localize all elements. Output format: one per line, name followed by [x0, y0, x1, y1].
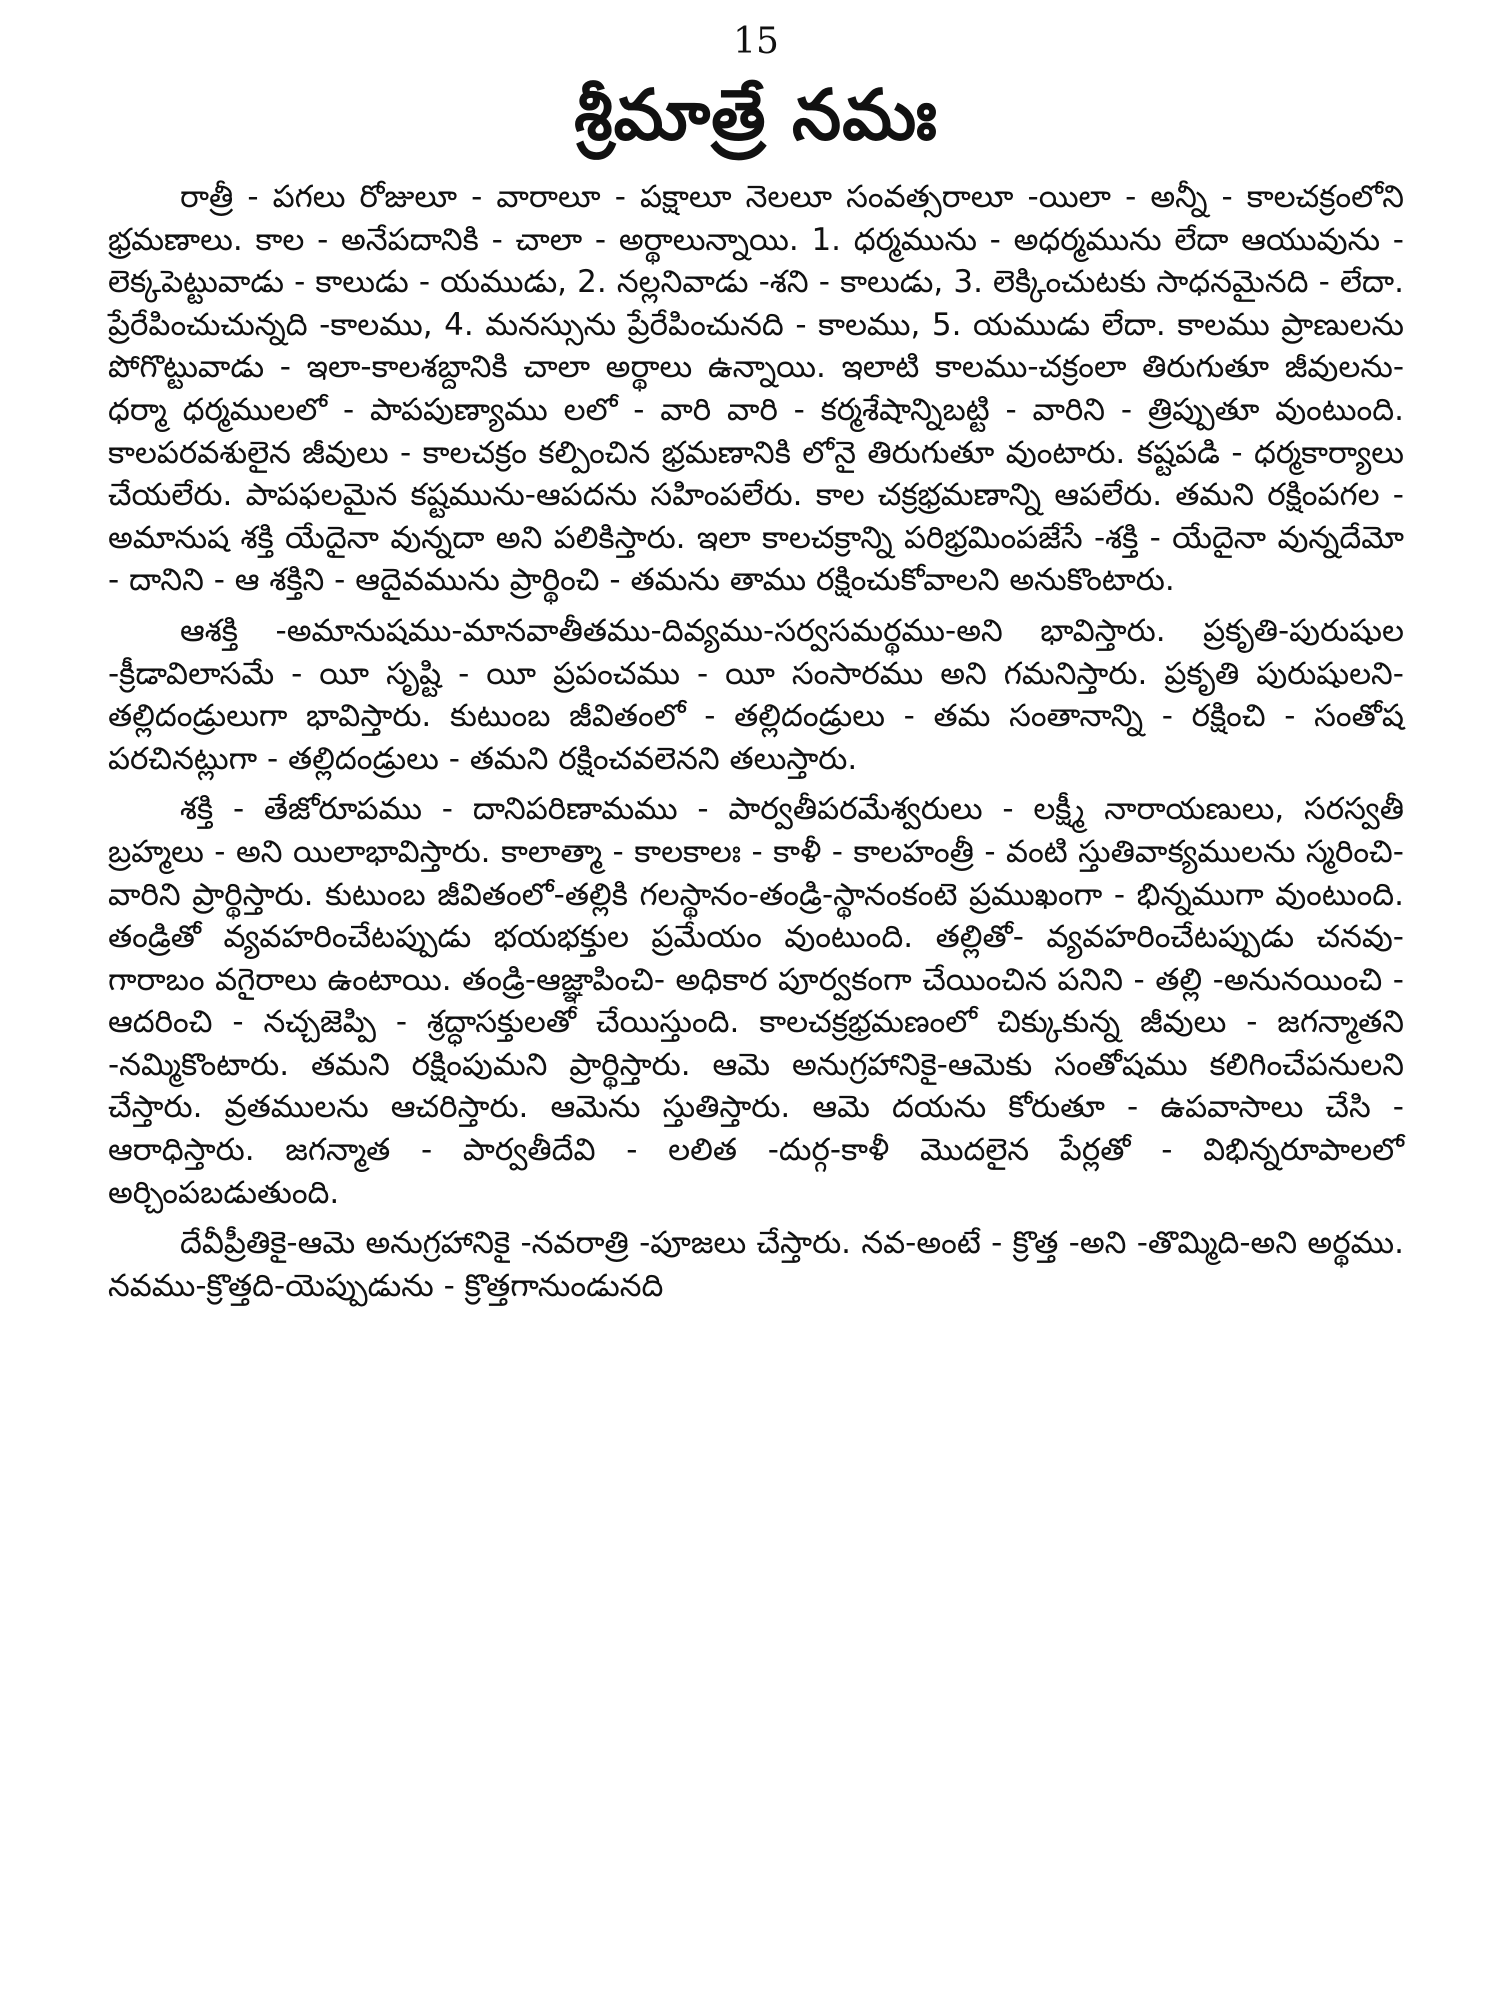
- page-number: 15: [733, 21, 779, 62]
- paragraph: దేవీప్రీతికై-ఆమె అనుగ్రహానికై -నవరాత్రి -పూజలు చేస్తారు. నవ-అంటే - క్రొత్త -అని -తొమ్మిది-అని అర్థము. నవము-క్రొత్తది-యెప్పుడును - క్రొత్తగానుండునది: [108, 1225, 1404, 1304]
- paragraph: రాత్రీ - పగలు రోజులూ - వారాలూ - పక్షాలూ నెలలూ సంవత్సరాలూ -యిలా - అన్నీ - కాలచక్రంలోని భ్రమణాలు. కాల - అనేపదానికి - చాలా - అర్థాలున్నాయి. 1. ధర్మమును - అధర్మమును లేదా ఆయువును - లెక్కపెట్టువాడు - కాలుడు - యముడు, 2. నల్లనివాడు -శని - కాలుడు, 3. లెక్కించుటకు సాధనమైనది - లేదా. ప్రేరేపించుచున్నది -కాలము, 4. మనస్సును ప్రేరేపించునది - కాలము, 5. యముడు లేదా. కాలము ప్రాణులను పోగొట్టువాడు - ఇలా-కాలశబ్దానికి చాలా అర్థాలు ఉన్నాయి. ఇలాటి కాలము-చక్రంలా తిరుగుతూ జీవులను-ధర్మా ధర్మములలో - పాపపుణ్యాము లలో - వారి వారి - కర్మశేషాన్నిబట్టి - వారిని - త్రిప్పుతూ వుంటుంది. కాలపరవశులైన జీవులు - కాలచక్రం కల్పించిన భ్రమణానికి లోనై తిరుగుతూ వుంటారు. కష్టపడి - ధర్మకార్యాలు చేయలేరు. పాపఫలమైన కష్టమును-ఆపదను సహింపలేరు. కాల చక్రభ్రమణాన్ని ఆపలేరు. తమని రక్షింపగల - అమానుష శక్తి యేదైనా వున్నదా అని పలికిస్తారు. ఇలా కాలచక్రాన్ని పరిభ్రమింపజేసే -శక్తి - యేదైనా వున్నదేమో - దానిని - ఆ శక్తిని - ఆదైవమును ప్రార్థించి - తమను తాము రక్షించుకోవాలని అనుకొంటారు.: [108, 179, 1404, 599]
- page-title: శ్రీమాత్రే నమః: [574, 74, 938, 156]
- body-text: [108, 176, 1404, 1307]
- paragraph: శక్తి - తేజోరూపము - దానిపరిణామము - పార్వతీపరమేశ్వరులు - లక్ష్మీ నారాయణులు, సరస్వతీ బ్రహ్మలు - అని యిలాభావిస్తారు. కాలాత్మా - కాలకాలః - కాళీ - కాలహంత్రీ - వంటి స్తుతివాక్యములను స్మరించి-వారిని ప్రార్థిస్తారు. కుటుంబ జీవితంలో-తల్లికి గలస్థానం-తండ్రి-స్థానంకంటె ప్రముఖంగా - భిన్నముగా వుంటుంది. తండ్రితో వ్యవహరించేటప్పుడు భయభక్తుల ప్రమేయం వుంటుంది. తల్లితో- వ్యవహరించేటప్పుడు చనవు-గారాబం వగైరాలు ఉంటాయి. తండ్రి-ఆజ్ఞాపించి- అధికార పూర్వకంగా చేయించిన పనిని - తల్లి -అనునయించి - ఆదరించి - నచ్చజెప్పి - శ్రద్ధాసక్తులతో చేయిస్తుంది. కాలచక్రభ్రమణంలో చిక్కుకున్న జీవులు - జగన్మాతని -నమ్మికొంటారు. తమని రక్షింపుమని ప్రార్థిస్తారు. ఆమె అనుగ్రహానికై-ఆమెకు సంతోషము కలిగించేపనులని చేస్తారు. వ్రతములను ఆచరిస్తారు. ఆమెను స్తుతిస్తారు. ఆమె దయను కోరుతూ - ఉపవాసాలు చేసి - ఆరాధిస్తారు. జగన్మాత - పార్వతీదేవి - లలిత -దుర్గ-కాళీ మొదలైన పేర్లతో - విభిన్నరూపాలలో అర్చింపబడుతుంది.: [108, 791, 1404, 1211]
- paragraph: ఆశక్తి -అమానుషము-మానవాతీతము-దివ్యము-సర్వసమర్థము-అని భావిస్తారు. ప్రకృతి-పురుషుల -క్రీడావిలాసమే - యీ సృష్టి - యీ ప్రపంచము - యీ సంసారము అని గమనిస్తారు. ప్రకృతి పురుషులని-తల్లిదండ్రులుగా భావిస్తారు. కుటుంబ జీవితంలో - తల్లిదండ్రులు - తమ సంతానాన్ని - రక్షించి - సంతోష పరచినట్లుగా - తల్లిదండ్రులు - తమని రక్షించవలెనని తలుస్తారు.: [108, 612, 1404, 777]
